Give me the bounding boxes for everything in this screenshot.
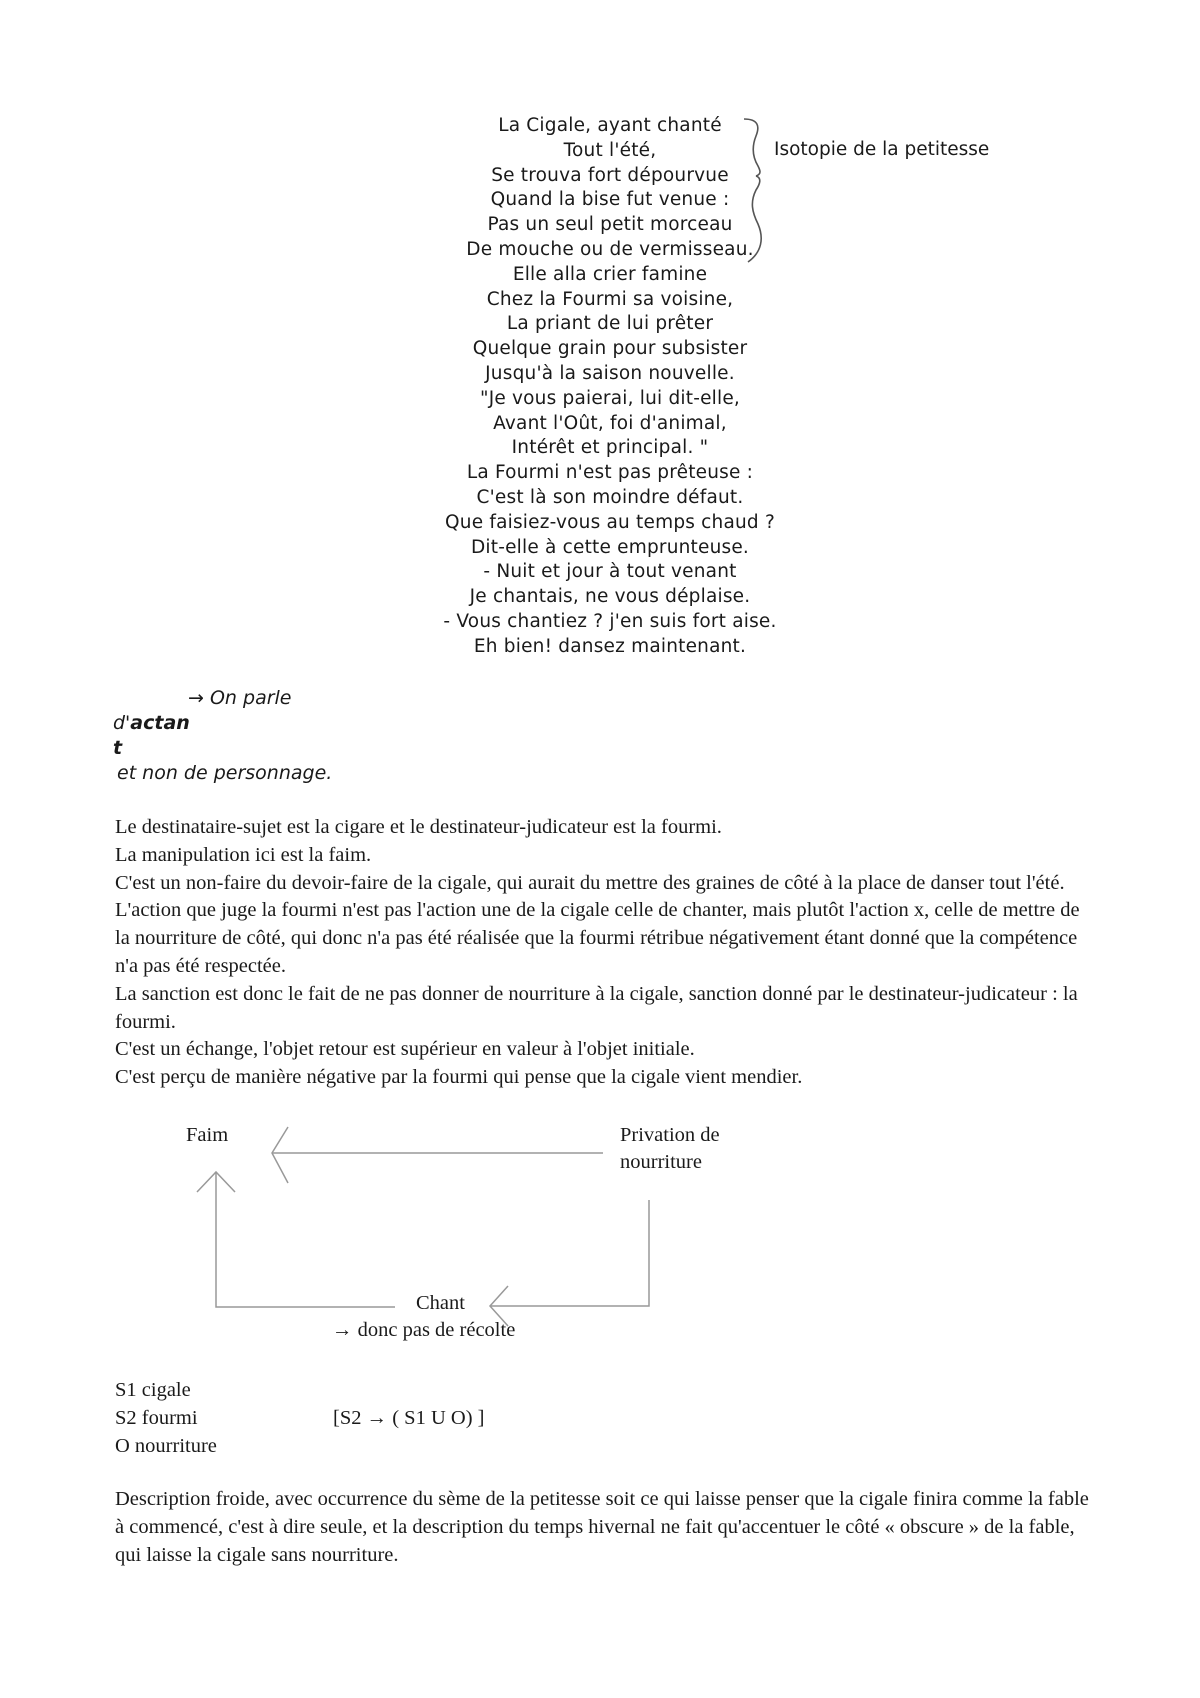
arrow-head-left-icon bbox=[272, 1127, 288, 1183]
poem-line: Que faisiez-vous au temps chaud ? bbox=[445, 511, 775, 533]
poem-line: Avant l'Oût, foi d'animal, bbox=[493, 412, 727, 434]
actant-formula: [S2 → ( S1 U O) ] bbox=[333, 1407, 485, 1429]
poem-line: Dit-elle à cette emprunteuse. bbox=[470, 536, 750, 558]
poem-line: - Nuit et jour à tout venant bbox=[483, 561, 737, 583]
node-chant: Chant bbox=[416, 1292, 465, 1314]
brace-label: Isotopie de la petitesse bbox=[774, 139, 990, 160]
poem-line: La Fourmi n'est pas prêteuse : bbox=[466, 462, 754, 484]
poem-line: Quand la bise fut venue : bbox=[490, 189, 730, 211]
poem-line: Quelque grain pour subsister bbox=[472, 338, 748, 360]
poem-line: Je chantais, ne vous déplaise. bbox=[469, 586, 751, 608]
poem-line: Elle alla crier famine bbox=[512, 263, 708, 285]
arrow-right-icon: → bbox=[188, 687, 204, 709]
poem-line: Se trouva fort dépourvue bbox=[491, 164, 729, 186]
analysis-paragraph: Le destinataire-sujet est la cigare et le destinateur-judicateur est la fourmi. bbox=[115, 816, 722, 838]
poem-line: C'est là son moindre défaut. bbox=[476, 486, 744, 508]
poem-line: La Cigale, ayant chanté bbox=[498, 115, 722, 136]
node-privation: Privation de nourriture bbox=[620, 1124, 720, 1173]
poem-line: - Vous chantiez ? j'en suis fort aise. bbox=[443, 610, 777, 632]
note-line-4: et non de personnage. bbox=[117, 762, 333, 784]
analysis-paragraph: La manipulation ici est la faim. bbox=[115, 843, 372, 866]
poem-line: Eh bien! dansez maintenant. bbox=[473, 635, 747, 657]
actant-s2: S2 fourmi bbox=[115, 1407, 198, 1429]
poem-line: Chez la Fourmi sa voisine, bbox=[486, 288, 734, 310]
poem-line: Jusqu'à la saison nouvelle. bbox=[485, 362, 735, 384]
actant-list bbox=[115, 1376, 217, 1460]
poem-line: "Je vous paierai, lui dit-elle, bbox=[479, 387, 740, 409]
analysis-paragraph: La sanction est donc le fait de ne pas donner de nourriture à la cigale, sanction donné par le destinateur-judicateur : la fourmi. bbox=[115, 982, 1078, 1033]
note-line-1: → On parle bbox=[188, 687, 292, 709]
analysis-paragraph: C'est perçu de manière négative par la fourmi qui pense que la cigale vient mendier. bbox=[115, 1066, 803, 1089]
poem-line: La priant de lui prêter bbox=[506, 313, 714, 335]
poem-line: Tout l'été, bbox=[563, 139, 657, 161]
note-line-3: t bbox=[113, 737, 123, 759]
poem-line: De mouche ou de vermisseau. bbox=[466, 238, 754, 260]
arrow-chant-faim bbox=[216, 1172, 395, 1307]
conclusion-paragraph: Description froide, avec occurrence du sème de la petitesse soit ce qui laisse penser que la cigale finira comme la fable à commencé, c'est à dire seule, et la description du temps hivernal ne fait qu'accentuer le côté « obscure » de la fable, qui laisse la cigale sans nourriture. bbox=[115, 1488, 1089, 1566]
note-line-2: d'actan bbox=[113, 712, 190, 734]
poem-line: Intérêt et principal. " bbox=[511, 437, 709, 459]
poem-line: Pas un seul petit morceau bbox=[487, 214, 733, 236]
actant-o: O nourriture bbox=[115, 1435, 217, 1457]
analysis-paragraph: C'est un échange, l'objet retour est supérieur en valeur à l'objet initiale. bbox=[115, 1038, 695, 1061]
actant-s1: S1 cigale bbox=[115, 1379, 191, 1401]
analysis-paragraph: C'est un non-faire du devoir-faire de la cigale, qui aurait du mettre des graines de côté à la place de danser tout l'été. L'action que juge la fourmi n'est pas l'action une de la cigale celle de chanter, mais plutôt l'action x, celle de mettre de la nourriture de côté, qui donc n'a pas été réalisée que la fourmi rétribue négativement étant donné que la compétence n'a pas été respectée. bbox=[115, 871, 1080, 977]
chant-note: → donc pas de récolte bbox=[332, 1319, 516, 1341]
arrow-privation-chant bbox=[490, 1200, 649, 1306]
node-faim: Faim bbox=[186, 1124, 229, 1146]
